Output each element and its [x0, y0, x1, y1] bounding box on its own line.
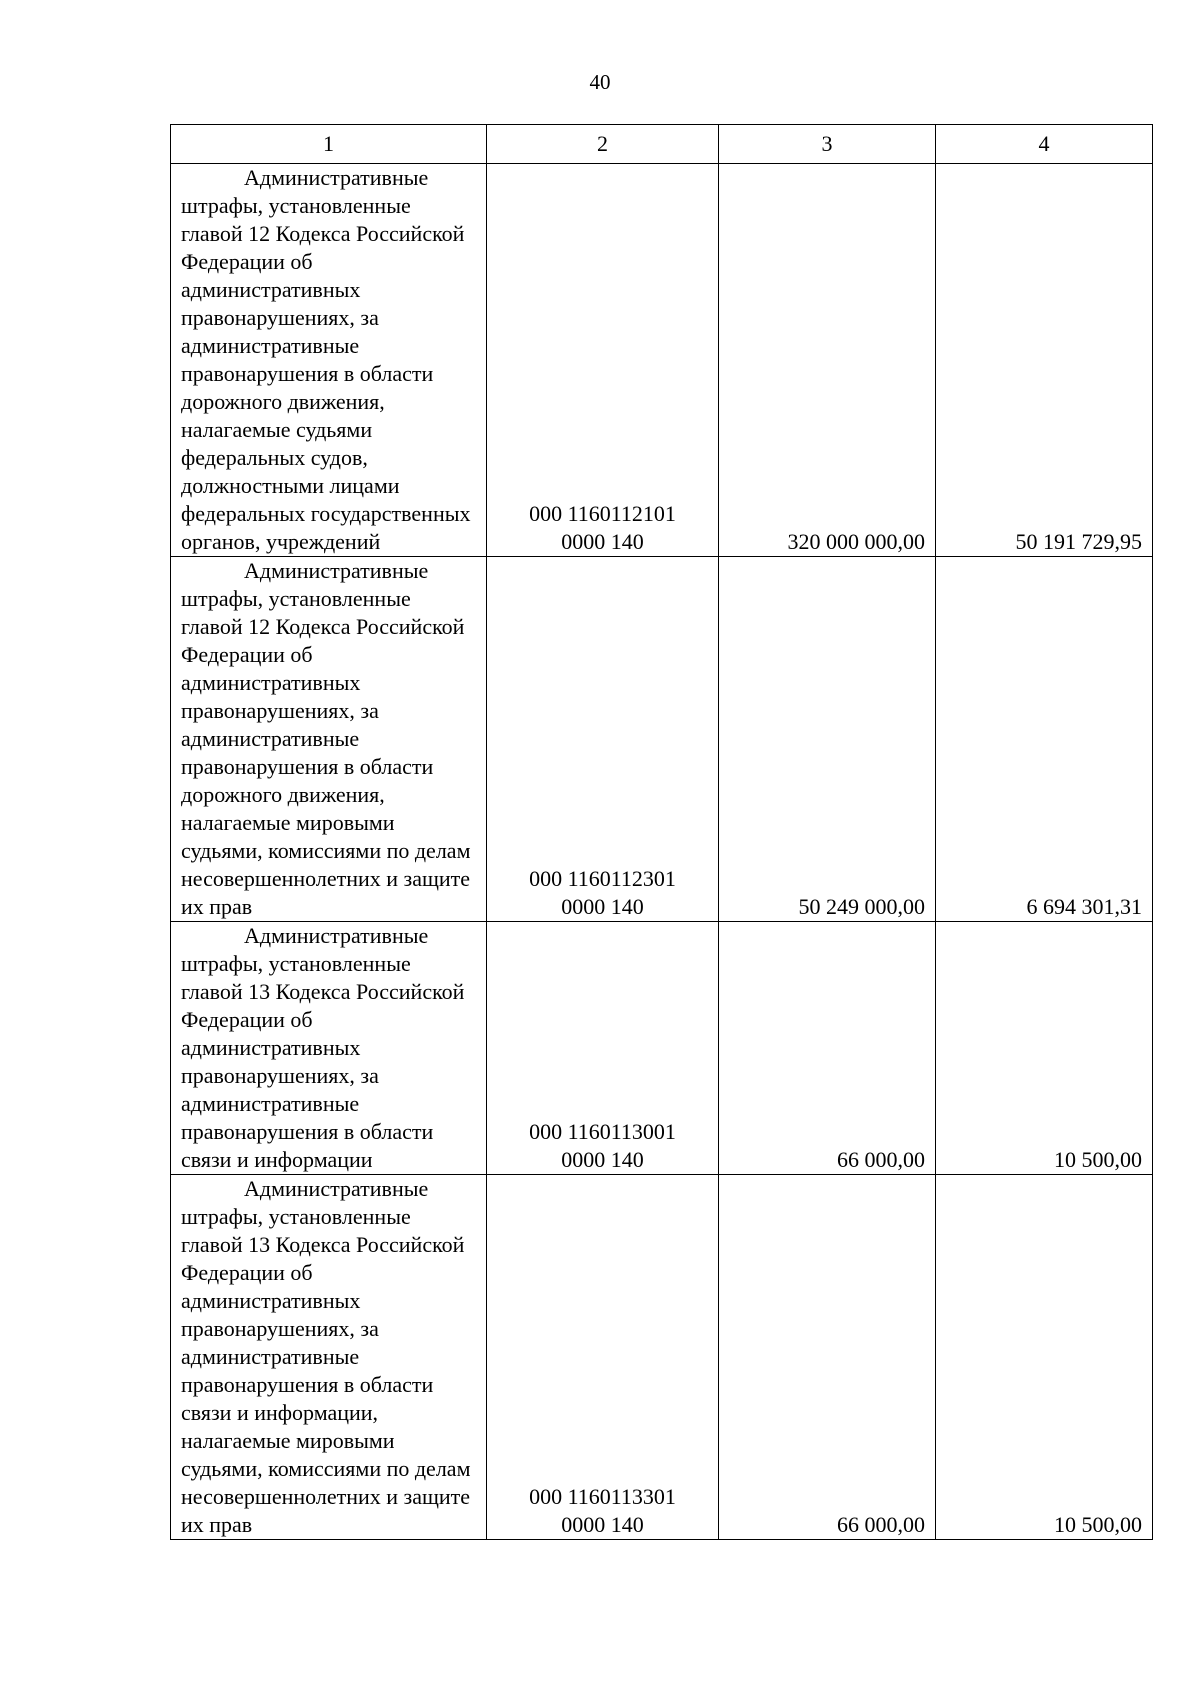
- budget-code-line-1: 000 1160112101: [529, 501, 676, 526]
- amount-col4-cell: 10 500,00: [936, 1175, 1153, 1540]
- revenue-name-first-line: Административные: [244, 558, 429, 583]
- table-row: [171, 922, 1153, 1175]
- revenue-name-first-line: Административные: [244, 165, 429, 190]
- budget-code-cell: [487, 1175, 719, 1540]
- revenue-name-text: штрафы, установленные главой 13 Кодекса Российской Федерации об административных правонарушениях, за административные правонарушения в области связи и информации: [181, 951, 465, 1172]
- amount-col3-cell: 320 000 000,00: [719, 164, 936, 557]
- revenue-name-text: штрафы, установленные главой 12 Кодекса Российской Федерации об административных правонарушениях, за административные правонарушения в области дорожного движения, налагаемые судьями федеральных судов, должностными лицами федеральных государственных органов, учреждений: [181, 193, 471, 554]
- amount-col3-cell: 50 249 000,00: [719, 557, 936, 922]
- table-row: [171, 164, 1153, 557]
- budget-code-cell: [487, 922, 719, 1175]
- column-header-1: 1: [171, 125, 487, 164]
- budget-code-line-2: 0000 140: [561, 529, 644, 554]
- revenue-name-first-line: Административные: [244, 923, 429, 948]
- revenue-name-cell: [171, 164, 487, 557]
- revenue-name-text: штрафы, установленные главой 13 Кодекса Российской Федерации об административных правонарушениях, за административные правонарушения в области связи и информации, налагаемые мировыми судьями, комиссиями по делам несовершеннолетних и защите их прав: [181, 1204, 471, 1537]
- column-header-2: 2: [487, 125, 719, 164]
- amount-col3-cell: 66 000,00: [719, 922, 936, 1175]
- column-header-3: 3: [719, 125, 936, 164]
- budget-code-line-1: 000 1160113301: [529, 1484, 676, 1509]
- revenue-name-cell: [171, 1175, 487, 1540]
- budget-code-line-2: 0000 140: [561, 894, 644, 919]
- revenue-name-text: штрафы, установленные главой 12 Кодекса Российской Федерации об административных правонарушениях, за административные правонарушения в области дорожного движения, налагаемые мировыми судьями, комиссиями по делам несовершеннолетних и защите их прав: [181, 586, 471, 919]
- revenue-name-first-line: Административные: [244, 1176, 429, 1201]
- page-number: 40: [589, 70, 611, 94]
- revenue-name-cell: [171, 922, 487, 1175]
- amount-col4-cell: 6 694 301,31: [936, 557, 1153, 922]
- table-header-row: [171, 125, 1153, 164]
- revenue-name-cell: [171, 557, 487, 922]
- table-row: [171, 1175, 1153, 1540]
- amount-col4-cell: 10 500,00: [936, 922, 1153, 1175]
- revenue-table: [170, 124, 1153, 1540]
- column-header-4: 4: [936, 125, 1153, 164]
- budget-code-line-1: 000 1160113001: [529, 1119, 676, 1144]
- table-row: [171, 557, 1153, 922]
- amount-col3-cell: 66 000,00: [719, 1175, 936, 1540]
- amount-col4-cell: 50 191 729,95: [936, 164, 1153, 557]
- budget-code-line-1: 000 1160112301: [529, 866, 676, 891]
- budget-code-cell: [487, 557, 719, 922]
- budget-code-cell: [487, 164, 719, 557]
- budget-code-line-2: 0000 140: [561, 1512, 644, 1537]
- budget-code-line-2: 0000 140: [561, 1147, 644, 1172]
